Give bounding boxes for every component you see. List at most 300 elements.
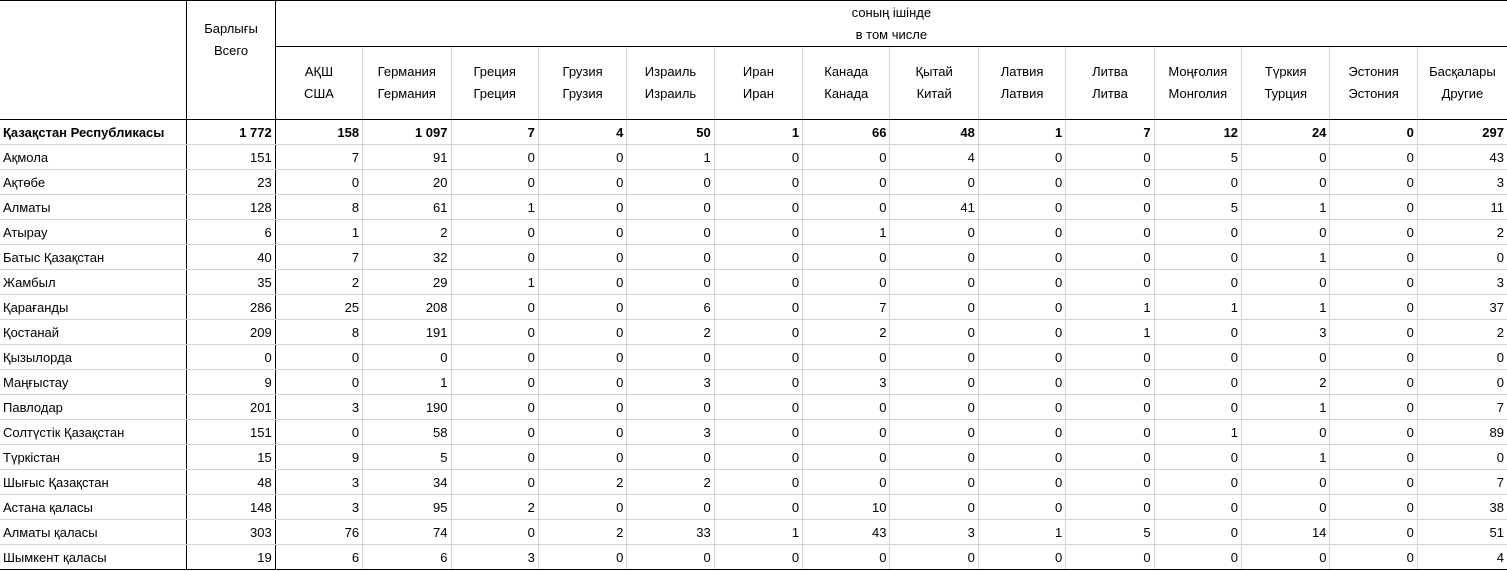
region-name: Ақмола [0,145,187,170]
value-cell: 50 [627,120,714,145]
value-cell: 0 [627,170,714,195]
value-cell: 3 [890,520,978,545]
region-name: Солтүстік Қазақстан [0,420,187,445]
region-name: Алматы қаласы [0,520,187,545]
value-cell: 0 [538,320,626,345]
value-cell: 0 [890,470,978,495]
value-cell: 0 [1066,495,1154,520]
value-cell: 0 [1417,370,1507,395]
value-cell: 1 [1242,195,1330,220]
country-header-kz: АҚШ [304,64,334,79]
value-cell: 0 [275,170,362,195]
total-cell: 0 [187,345,275,370]
value-cell: 0 [714,345,802,370]
value-cell: 0 [1330,420,1417,445]
total-cell: 303 [187,520,275,545]
value-cell: 0 [1154,445,1241,470]
value-cell: 0 [890,545,978,570]
value-cell: 0 [1330,470,1417,495]
value-cell: 3 [627,420,714,445]
value-cell: 0 [538,370,626,395]
value-cell: 2 [538,520,626,545]
value-cell: 0 [978,370,1065,395]
total-cell: 23 [187,170,275,195]
value-cell: 2 [1242,370,1330,395]
value-cell: 1 [627,145,714,170]
value-cell: 190 [363,395,451,420]
country-header [803,47,890,120]
total-header-kz: Барлығы [204,21,258,36]
value-cell: 0 [978,270,1065,295]
country-header-kz: Греция [473,64,516,79]
value-cell: 0 [451,520,538,545]
value-cell: 0 [803,195,890,220]
country-header-kz: Грузия [562,64,603,79]
country-header-kz: Моңғолия [1168,64,1228,79]
value-cell: 0 [890,295,978,320]
total-cell: 15 [187,445,275,470]
value-cell: 3 [1417,270,1507,295]
value-cell: 0 [803,170,890,195]
value-cell: 0 [890,395,978,420]
country-header [1066,47,1154,120]
region-name: Маңғыстау [0,370,187,395]
country-header-kz: Қытай [915,64,953,79]
value-cell: 0 [1330,320,1417,345]
value-cell: 1 [1154,295,1241,320]
total-cell: 151 [187,420,275,445]
value-cell: 0 [1330,295,1417,320]
value-cell: 0 [1242,270,1330,295]
value-cell: 25 [275,295,362,320]
country-header-ru: Латвия [1000,86,1044,101]
value-cell: 0 [890,220,978,245]
value-cell: 48 [890,120,978,145]
value-cell: 0 [714,495,802,520]
value-cell: 0 [1242,545,1330,570]
value-cell: 0 [363,345,451,370]
value-cell: 0 [890,445,978,470]
value-cell: 0 [978,220,1065,245]
value-cell: 7 [803,295,890,320]
value-cell: 3 [275,395,362,420]
value-cell: 0 [1330,495,1417,520]
value-cell: 0 [451,320,538,345]
total-cell: 128 [187,195,275,220]
value-cell: 1 [803,220,890,245]
table-row [0,545,1507,570]
table-row [0,470,1507,495]
value-cell: 0 [1242,220,1330,245]
value-cell: 0 [714,395,802,420]
value-cell: 0 [978,495,1065,520]
value-cell: 3 [1242,320,1330,345]
value-cell: 0 [1066,545,1154,570]
country-header-kz: Иран [742,64,774,79]
value-cell: 41 [890,195,978,220]
value-cell: 0 [1154,395,1241,420]
value-cell: 0 [1417,445,1507,470]
country-header-kz: Канада [824,64,869,79]
value-cell: 191 [363,320,451,345]
value-cell: 0 [1330,195,1417,220]
value-cell: 0 [978,245,1065,270]
value-cell: 0 [890,495,978,520]
country-header-kz: Латвия [1000,64,1044,79]
region-name: Алматы [0,195,187,220]
value-cell: 0 [538,295,626,320]
group-header-kz: соның ішінде [851,5,932,20]
value-cell: 0 [1330,220,1417,245]
total-cell: 201 [187,395,275,420]
value-cell: 1 [1242,245,1330,270]
value-cell: 0 [803,395,890,420]
value-cell: 3 [803,370,890,395]
value-cell: 0 [714,545,802,570]
value-cell: 0 [803,545,890,570]
region-header-cell [0,1,187,120]
value-cell: 1 [363,370,451,395]
value-cell: 0 [1242,470,1330,495]
table-row [0,245,1507,270]
total-cell: 148 [187,495,275,520]
table-header [0,1,1507,120]
value-cell: 12 [1154,120,1241,145]
value-cell: 33 [627,520,714,545]
value-cell: 8 [275,195,362,220]
value-cell: 0 [1066,170,1154,195]
value-cell: 1 [1066,320,1154,345]
value-cell: 0 [890,170,978,195]
value-cell: 2 [538,470,626,495]
value-cell: 0 [627,545,714,570]
value-cell: 1 [1154,420,1241,445]
table-body [0,120,1507,570]
value-cell: 0 [1154,270,1241,295]
country-header-kz: Германия [377,64,436,79]
country-header-ru: Турция [1264,86,1307,101]
table-row [0,445,1507,470]
value-cell: 0 [714,445,802,470]
value-cell: 1 [978,120,1065,145]
value-cell: 0 [1330,270,1417,295]
region-name: Қарағанды [0,295,187,320]
value-cell: 2 [451,495,538,520]
value-cell: 0 [890,320,978,345]
value-cell: 11 [1417,195,1507,220]
value-cell: 0 [1242,495,1330,520]
value-cell: 7 [1066,120,1154,145]
country-header-ru: Греция [473,86,516,101]
value-cell: 0 [538,495,626,520]
value-cell: 0 [275,370,362,395]
value-cell: 1 [1242,445,1330,470]
value-cell: 0 [714,220,802,245]
value-cell: 2 [627,470,714,495]
value-cell: 0 [714,195,802,220]
value-cell: 0 [714,295,802,320]
value-cell: 95 [363,495,451,520]
value-cell: 0 [714,145,802,170]
total-cell: 6 [187,220,275,245]
table-row [0,320,1507,345]
value-cell: 0 [1154,470,1241,495]
value-cell: 5 [1154,145,1241,170]
value-cell: 0 [538,420,626,445]
value-cell: 0 [1242,170,1330,195]
value-cell: 158 [275,120,362,145]
value-cell: 0 [538,545,626,570]
table-row [0,120,1507,145]
value-cell: 76 [275,520,362,545]
value-cell: 0 [451,445,538,470]
region-name: Қостанай [0,320,187,345]
value-cell: 0 [978,195,1065,220]
value-cell: 0 [538,195,626,220]
region-name: Ақтөбе [0,170,187,195]
value-cell: 0 [451,420,538,445]
total-cell: 40 [187,245,275,270]
country-header [1417,47,1507,120]
total-cell: 35 [187,270,275,295]
value-cell: 0 [1066,470,1154,495]
total-cell: 48 [187,470,275,495]
country-header-ru: Иран [742,86,774,101]
value-cell: 0 [538,445,626,470]
country-header-kz: Израиль [644,64,697,79]
value-cell: 9 [275,445,362,470]
value-cell: 7 [1417,395,1507,420]
region-name: Астана қаласы [0,495,187,520]
value-cell: 0 [803,270,890,295]
value-cell: 208 [363,295,451,320]
value-cell: 0 [627,395,714,420]
value-cell: 0 [1066,370,1154,395]
value-cell: 297 [1417,120,1507,145]
value-cell: 38 [1417,495,1507,520]
country-header [1154,47,1241,120]
value-cell: 32 [363,245,451,270]
value-cell: 0 [1066,245,1154,270]
value-cell: 0 [1066,145,1154,170]
country-header [538,47,626,120]
value-cell: 0 [1330,245,1417,270]
table-row [0,370,1507,395]
region-name: Қызылорда [0,345,187,370]
table-row [0,270,1507,295]
value-cell: 3 [275,470,362,495]
value-cell: 0 [1154,495,1241,520]
value-cell: 1 [451,195,538,220]
value-cell: 0 [1330,520,1417,545]
value-cell: 6 [363,545,451,570]
value-cell: 0 [714,170,802,195]
value-cell: 0 [1330,370,1417,395]
value-cell: 43 [803,520,890,545]
total-cell: 19 [187,545,275,570]
value-cell: 0 [1066,395,1154,420]
value-cell: 0 [1066,445,1154,470]
region-name: Шығыс Қазақстан [0,470,187,495]
value-cell: 2 [627,320,714,345]
value-cell: 8 [275,320,362,345]
value-cell: 2 [275,270,362,295]
value-cell: 0 [803,245,890,270]
value-cell: 0 [803,470,890,495]
value-cell: 0 [1330,170,1417,195]
total-cell: 1 772 [187,120,275,145]
value-cell: 66 [803,120,890,145]
value-cell: 0 [451,145,538,170]
value-cell: 0 [451,170,538,195]
table-row [0,495,1507,520]
value-cell: 4 [538,120,626,145]
country-header [451,47,538,120]
value-cell: 4 [1417,545,1507,570]
value-cell: 0 [890,245,978,270]
country-header-ru: Другие [1441,86,1484,101]
value-cell: 2 [1417,220,1507,245]
value-cell: 0 [627,195,714,220]
value-cell: 0 [1242,420,1330,445]
country-header-ru: Германия [377,86,436,101]
total-cell: 286 [187,295,275,320]
value-cell: 1 [275,220,362,245]
value-cell: 0 [538,345,626,370]
value-cell: 14 [1242,520,1330,545]
value-cell: 0 [1242,145,1330,170]
value-cell: 0 [890,270,978,295]
value-cell: 0 [890,420,978,445]
table-row [0,145,1507,170]
value-cell: 0 [1154,220,1241,245]
value-cell: 0 [275,420,362,445]
value-cell: 58 [363,420,451,445]
value-cell: 0 [714,270,802,295]
value-cell: 0 [1066,345,1154,370]
value-cell: 3 [627,370,714,395]
value-cell: 0 [1154,170,1241,195]
value-cell: 1 [978,520,1065,545]
country-header-kz: Эстония [1348,64,1399,79]
value-cell: 1 [714,520,802,545]
value-cell: 7 [275,245,362,270]
value-cell: 0 [978,470,1065,495]
value-cell: 0 [451,295,538,320]
country-header-ru: Канада [824,86,869,101]
value-cell: 0 [538,220,626,245]
country-header-ru: США [303,86,334,101]
value-cell: 0 [1242,345,1330,370]
table-row [0,395,1507,420]
group-header [275,1,1507,47]
value-cell: 0 [714,370,802,395]
table-row [0,295,1507,320]
value-cell: 0 [538,395,626,420]
value-cell: 0 [1154,370,1241,395]
value-cell: 37 [1417,295,1507,320]
value-cell: 0 [1330,545,1417,570]
value-cell: 51 [1417,520,1507,545]
value-cell: 0 [451,370,538,395]
value-cell: 20 [363,170,451,195]
value-cell: 3 [275,495,362,520]
country-header [978,47,1065,120]
value-cell: 0 [1330,145,1417,170]
value-cell: 0 [451,220,538,245]
value-cell: 0 [1066,195,1154,220]
value-cell: 74 [363,520,451,545]
country-header-kz: Литва [1092,64,1128,79]
value-cell: 3 [1417,170,1507,195]
country-header [890,47,978,120]
value-cell: 0 [1330,345,1417,370]
value-cell: 1 097 [363,120,451,145]
value-cell: 0 [714,420,802,445]
value-cell: 0 [538,245,626,270]
value-cell: 0 [978,545,1065,570]
region-name: Атырау [0,220,187,245]
total-cell: 151 [187,145,275,170]
value-cell: 0 [1417,245,1507,270]
region-name: Батыс Қазақстан [0,245,187,270]
value-cell: 0 [714,320,802,345]
country-header-ru: Израиль [644,86,697,101]
value-cell: 10 [803,495,890,520]
value-cell: 1 [1242,395,1330,420]
country-header [714,47,802,120]
value-cell: 0 [890,370,978,395]
value-cell: 0 [978,320,1065,345]
value-cell: 91 [363,145,451,170]
value-cell: 34 [363,470,451,495]
value-cell: 0 [538,170,626,195]
value-cell: 0 [627,445,714,470]
value-cell: 7 [451,120,538,145]
value-cell: 0 [275,345,362,370]
value-cell: 3 [451,545,538,570]
country-header-ru: Китай [916,86,952,101]
value-cell: 0 [803,145,890,170]
country-header-ru: Литва [1092,86,1128,101]
value-cell: 0 [978,420,1065,445]
value-cell: 0 [1154,320,1241,345]
value-cell: 1 [714,120,802,145]
value-cell: 0 [714,470,802,495]
total-header [187,1,275,120]
value-cell: 4 [890,145,978,170]
value-cell: 0 [978,145,1065,170]
value-cell: 5 [1154,195,1241,220]
value-cell: 0 [978,295,1065,320]
value-cell: 0 [1330,445,1417,470]
value-cell: 43 [1417,145,1507,170]
value-cell: 5 [1066,520,1154,545]
country-header-kz: Түркия [1264,64,1307,79]
value-cell: 6 [627,295,714,320]
table-row [0,195,1507,220]
value-cell: 0 [451,395,538,420]
region-name: Түркістан [0,445,187,470]
country-header [627,47,714,120]
value-cell: 0 [627,220,714,245]
value-cell: 0 [1066,220,1154,245]
value-cell: 0 [1154,245,1241,270]
country-header-ru: Монголия [1168,86,1228,101]
value-cell: 0 [538,145,626,170]
value-cell: 0 [451,245,538,270]
value-cell: 7 [275,145,362,170]
